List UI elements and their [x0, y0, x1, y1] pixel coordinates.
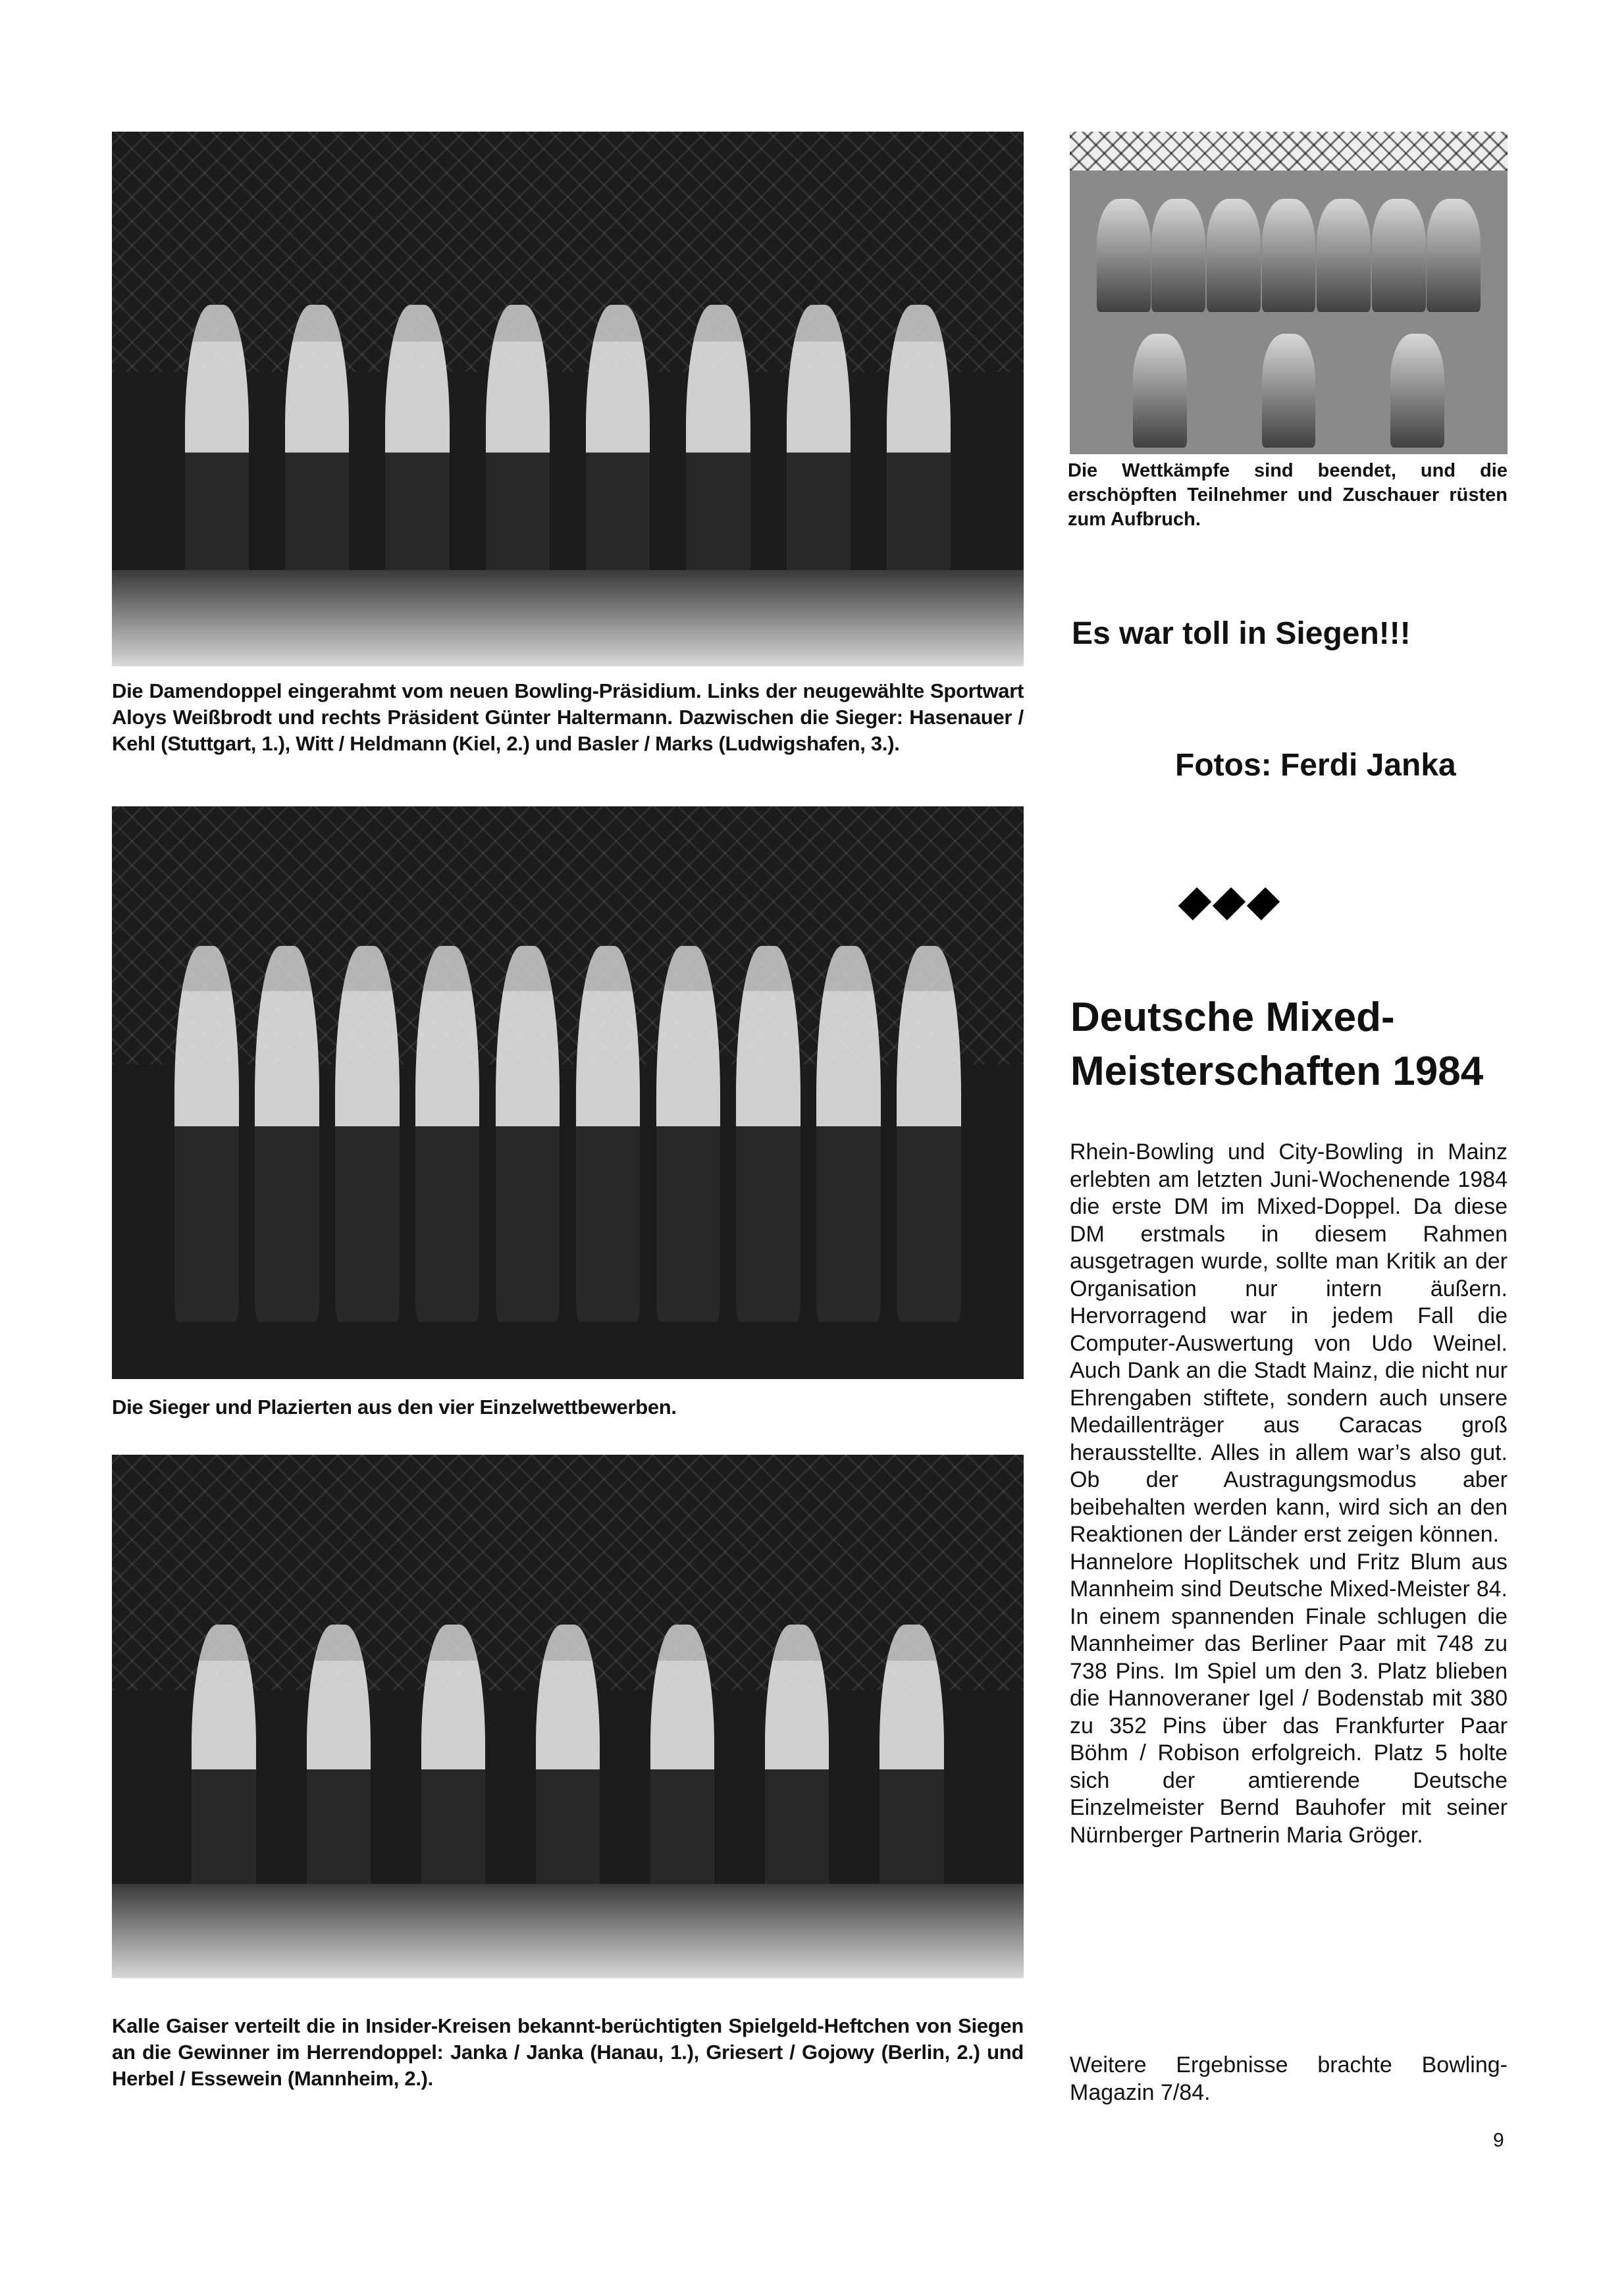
article-paragraph-1: Rhein-Bowling und City-Bowling in Mainz erlebten am letzten Juni-Wochenende 1984 die erste DM im Mixed-Doppel. Da diese DM erstmals in diesem Rahmen ausgetragen wurde, sollte man Kritik an der Organisation nur intern äußern. Hervorragend war in jedem Fall die Computer-Auswertung von Udo Weinel. Auch Dank an die Stadt Mainz, die nicht nur Ehrengaben stiftete, sondern auch unsere Medaillenträger aus Caracas groß herausstellte. Alles in allem war’s also gut. Ob der Austragungsmodus aber beibehalten werden kann, wird sich an den Reaktionen der Länder erst zeigen können. [1070, 1139, 1508, 1547]
photo-figures [167, 852, 969, 1322]
article-title-line2: Meisterschaften 1984 [1070, 1049, 1484, 1094]
photo-figures [167, 228, 969, 613]
article-title [1070, 991, 1483, 1099]
photo-crowd-departure [1070, 132, 1508, 454]
article-footnote: Weitere Ergebnisse brachte Bowling-Magazin 7/84. [1070, 2052, 1508, 2105]
photo-podium [112, 570, 1024, 666]
three-diamonds-icon [1182, 891, 1276, 917]
photo-background-lattice [1070, 132, 1508, 170]
photo-einzel-sieger [112, 806, 1024, 1379]
caption-damendoppel: Die Damendoppel eingerahmt vom neuen Bowling-Präsidium. Links der neugewählte Sportwart Aloys Weißbrodt und rechts Präsident Günter Haltermann. Dazwischen die Sieger: Hasenauer / Kehl (Stuttgart, 1.), Witt / Heldmann (Kiel, 2.) und Basler / Marks (Ludwigshafen, 3.). [112, 679, 1024, 755]
photo-damendoppel-podium [112, 132, 1024, 666]
diamond-icon [1213, 887, 1246, 920]
article-body [1070, 1139, 1508, 1849]
photo-podium [112, 1884, 1024, 1978]
diamond-icon [1178, 887, 1211, 920]
article-title-line1: Deutsche Mixed- [1070, 995, 1395, 1040]
photo-figures [1096, 177, 1481, 448]
caption-herrendoppel: Kalle Gaiser verteilt die in Insider-Kreisen bekannt-berüchtigten Spielgeld-Heftchen von Siegen an die Gewinner im Herrendoppel: Janka / Janka (Hanau, 1.), Griesert / Gojowy (Berlin, 2.) und Herbel / Essewein (Mannheim, 2.). [112, 2014, 1024, 2090]
article-paragraph-2: Hannelore Hoplitschek und Fritz Blum aus Mannheim sind Deutsche Mixed-Meister 84. In einem spannenden Finale schlugen die Mannheimer das Berliner Paar mit 748 zu 738 Pins. Im Spiel um den 3. Platz blieben die Hannoveraner Igel / Bodenstab mit 380 zu 352 Pins über das Frankfurter Paar Böhm / Robison erfolgreich. Platz 5 holte sich der amtierende Deutsche Einzelmeister Bernd Bauhofer mit seiner Nürnberger Partnerin Maria Gröger. [1070, 1549, 1508, 1848]
caption-crowd: Die Wettkämpfe sind beendet, und die erschöpften Teilnehmer und Zuschauer rüsten zum Aufbruch. [1068, 460, 1508, 530]
headline-es-war-toll: Es war toll in Siegen!!! [1072, 616, 1411, 651]
photo-credit: Fotos: Ferdi Janka [1175, 748, 1456, 783]
diamond-icon [1247, 887, 1280, 920]
page-number: 9 [1493, 2129, 1504, 2151]
photo-figures [167, 1549, 969, 1925]
photo-herrendoppel-podium [112, 1455, 1024, 1978]
caption-einzel-sieger: Die Sieger und Plazierten aus den vier Einzelwettbewerben. [112, 1396, 677, 1419]
